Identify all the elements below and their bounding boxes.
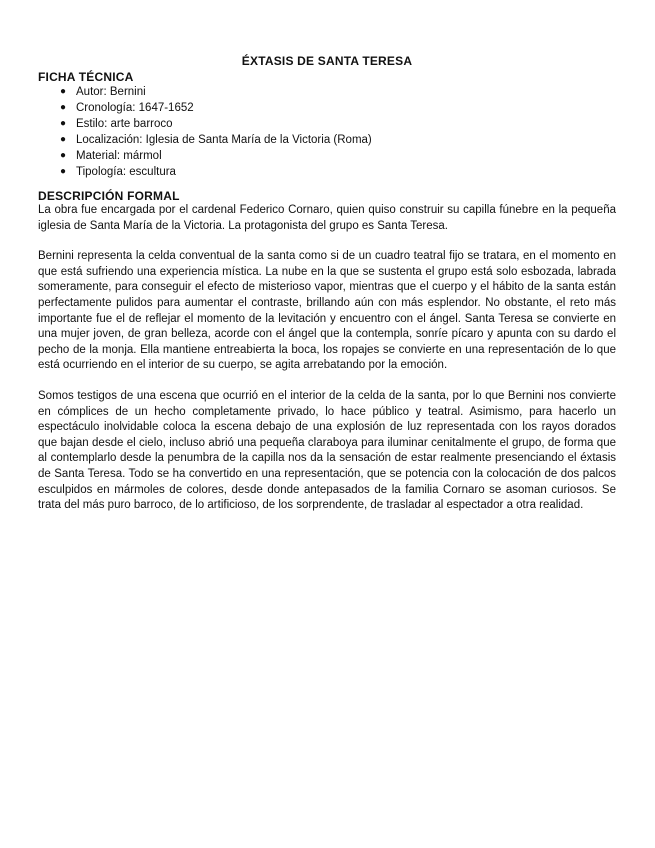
ficha-item-autor <box>60 84 616 100</box>
ficha-tecnica-heading: FICHA TÉCNICA <box>38 70 134 84</box>
document-title: ÉXTASIS DE SANTA TERESA <box>241 54 413 68</box>
ficha-item-material <box>60 148 616 164</box>
bullet-icon: ● <box>60 134 67 145</box>
ficha-item-text: Localización: Iglesia de Santa María de la Victoria (Roma) <box>76 134 372 146</box>
bullet-icon: ● <box>60 166 67 177</box>
ficha-tecnica-list <box>38 84 616 180</box>
bullet-icon: ● <box>60 86 67 97</box>
bullet-icon: ● <box>60 102 67 113</box>
descripcion-paragraph-1: La obra fue encargada por el cardenal Federico Cornaro, quien quiso construir su capilla fúnebre en la pequeña iglesia de Santa María de la Victoria. La protagonista del grupo es Santa Teresa. <box>38 204 616 232</box>
descripcion-paragraph-2: Bernini representa la celda conventual de la santa como si de un cuadro teatral fijo se tratara, en el momento en que está sufriendo una experiencia mística. La nube en la que se sustenta el grupo está solo esbozada, labrada someramente, para conseguir el efecto de misterioso vapor, mientras que el cuerpo y el hábito de la santa están perfectamente pulidos para aumentar el contraste, brillando aún con más esplendor. No obstante, el reto más importante fue el de reflejar el momento de la levitación y encuentro con el ángel. Santa Teresa se convierte en una mujer joven, de gran belleza, acorde con el ángel que la contempla, sonríe pícaro y apunta con su dardo el pecho de la monja. Ella mantiene entreabierta la boca, los ropajes se convierte en una representación de lo que está ocurriendo en el interior de su cuerpo, se agita arrebatando por la emoción. <box>38 250 616 372</box>
ficha-item-estilo <box>60 116 616 132</box>
ficha-item-cronologia <box>60 100 616 116</box>
ficha-item-text: Cronología: 1647-1652 <box>76 102 194 114</box>
document-page <box>38 54 616 514</box>
ficha-item-tipologia <box>60 164 616 180</box>
ficha-item-text: Material: mármol <box>76 150 162 162</box>
ficha-item-text: Tipología: escultura <box>76 166 176 178</box>
bullet-icon: ● <box>60 150 67 161</box>
descripcion-formal-heading: DESCRIPCIÓN FORMAL <box>38 189 180 203</box>
ficha-item-text: Estilo: arte barroco <box>76 118 173 130</box>
ficha-item-localizacion <box>60 132 616 148</box>
ficha-item-text: Autor: Bernini <box>76 86 146 98</box>
bullet-icon: ● <box>60 118 67 129</box>
descripcion-paragraph-3: Somos testigos de una escena que ocurrió en el interior de la celda de la santa, por lo que Bernini nos convierte en cómplices de un hecho completamente privado, lo hace público y teatral. Asimismo, para hacerlo un espectáculo inolvidable coloca la escena debajo de una explosión de luz representada con los rayos dorados que bajan desde el cielo, incluso abrió una pequeña claraboya para iluminar cenitalmente el grupo, de forma que al contemplarlo desde la penumbra de la capilla nos da la sensación de estar realmente presenciando el éxtasis de Santa Teresa. Todo se ha convertido en una representación, que se potencia con la colocación de dos palcos esculpidos en mármoles de colores, desde donde antepasados de la familia Cornaro se asoman curiosos. Se trata del más puro barroco, de lo artificioso, de los sorprendente, de trasladar al espectador a otra realidad. <box>38 389 616 512</box>
